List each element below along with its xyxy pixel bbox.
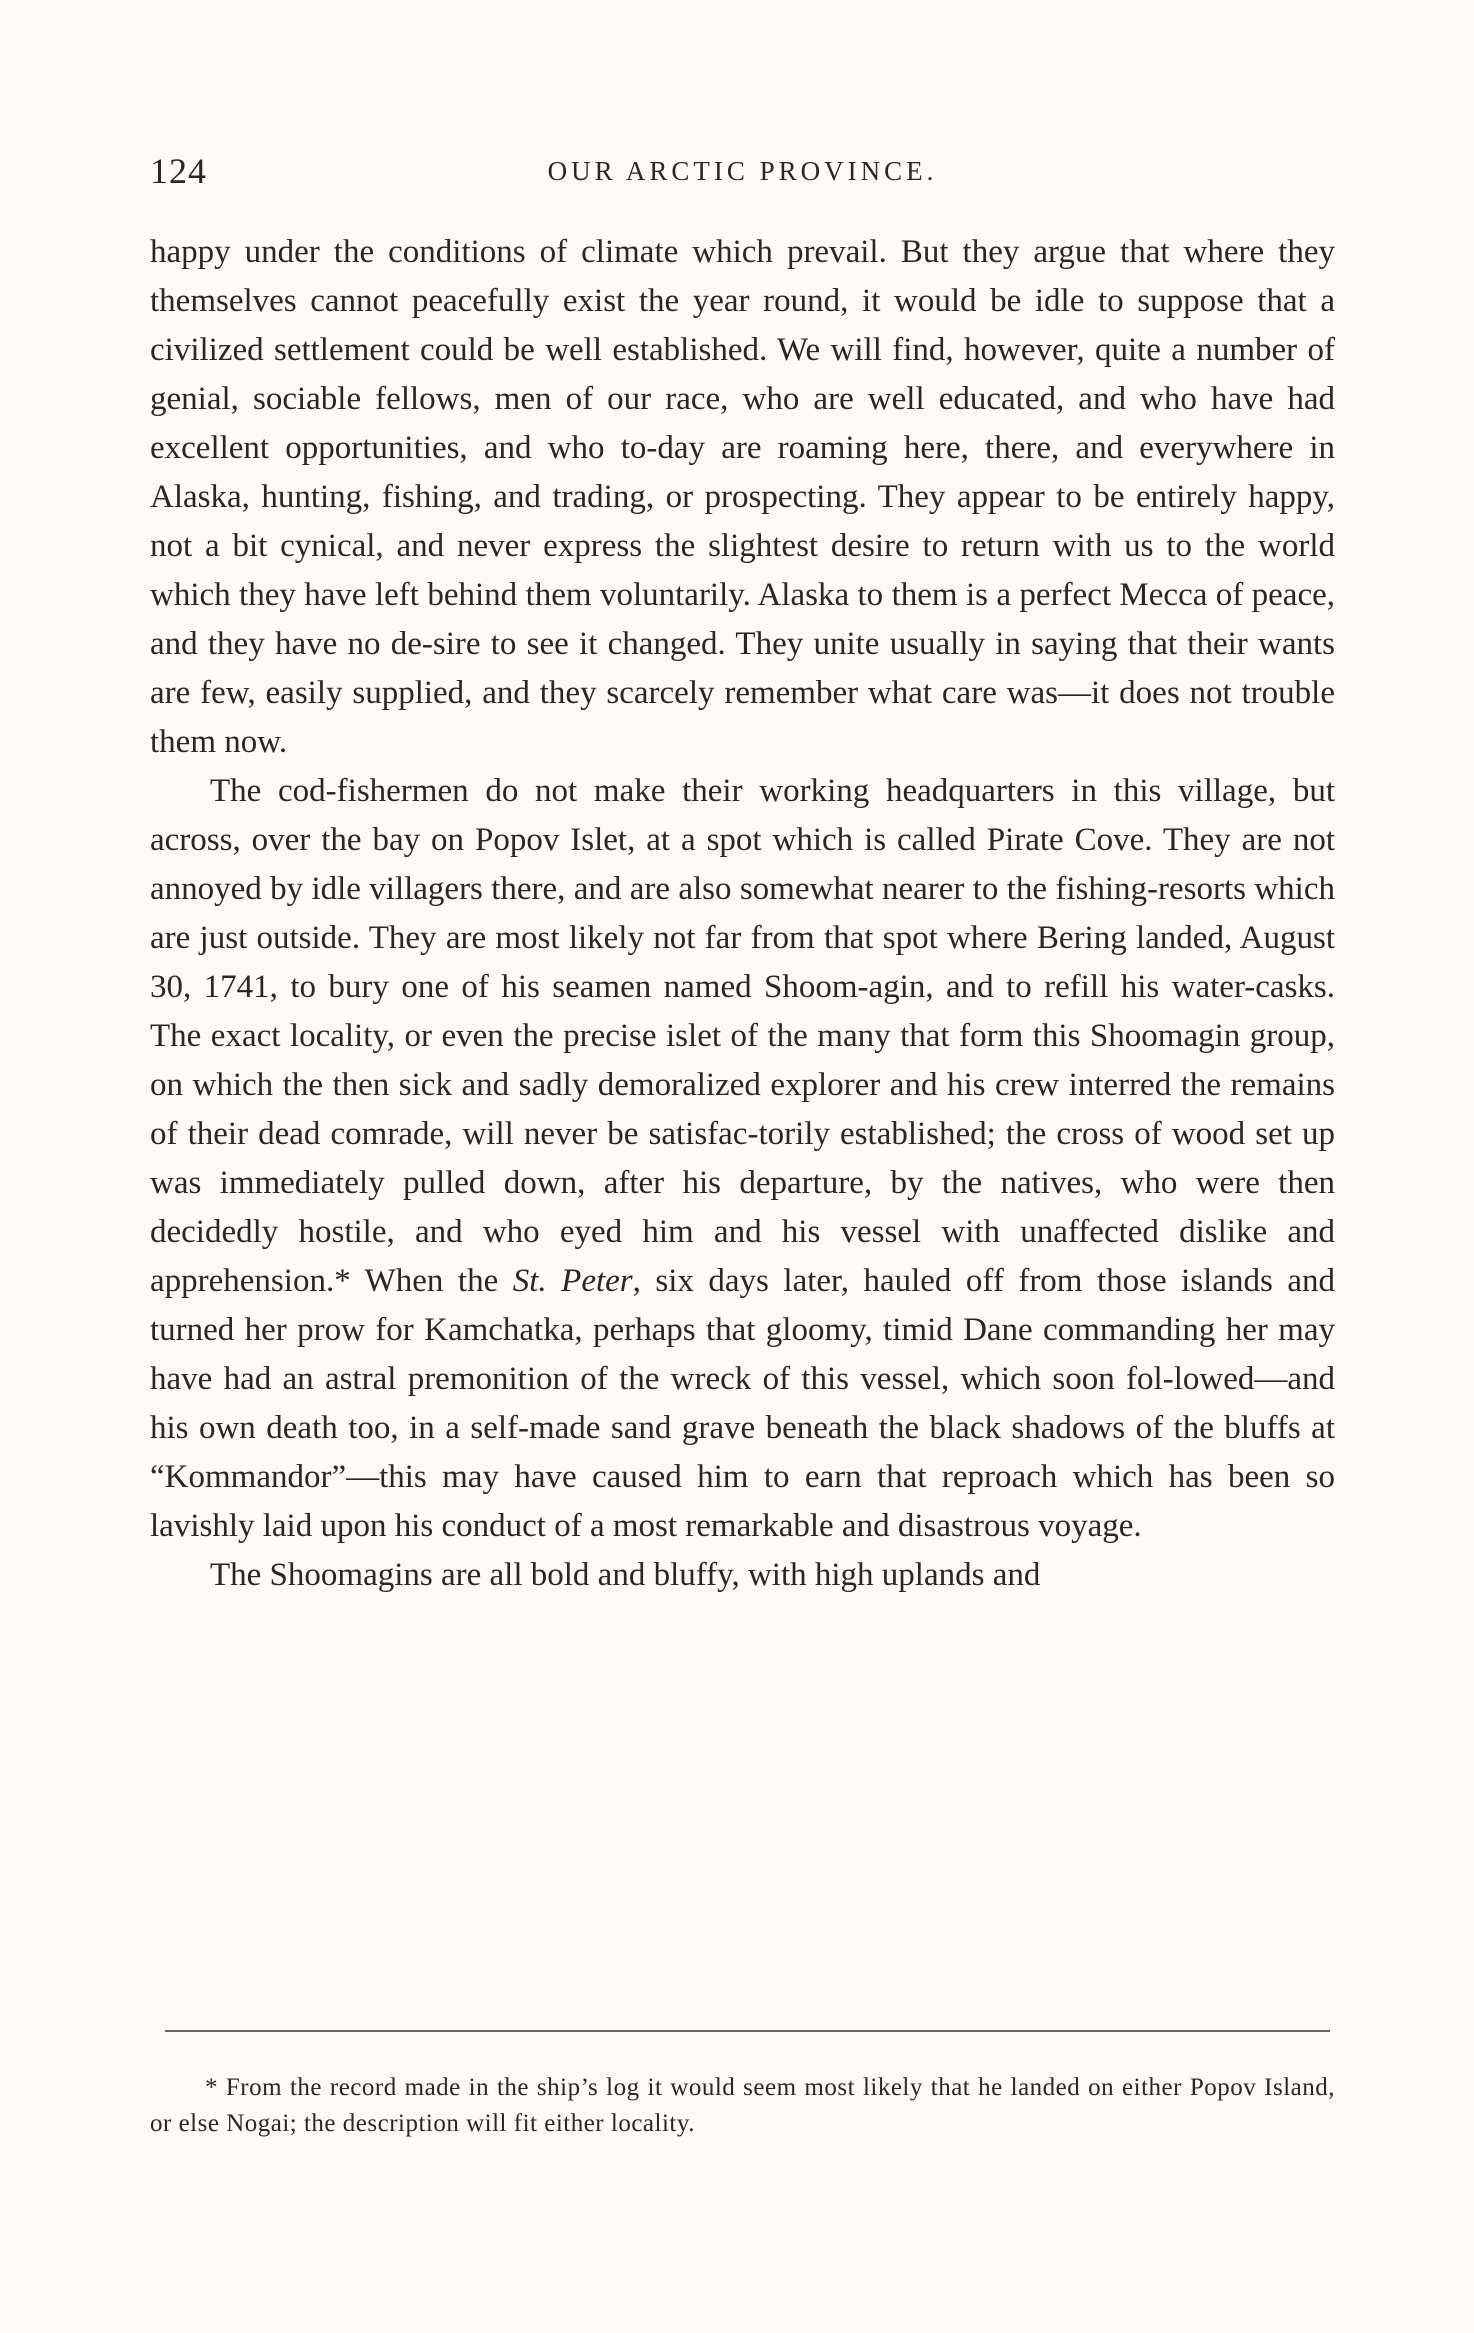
paragraph-1: happy under the conditions of climate which prevail. But they argue that where they themselves cannot peacefully exist the year round, it would be idle to suppose that a civilized settlement could be well established. We will find, however, quite a number of genial, sociable fellows, men of our race, who are well educated, and who have had excellent opportunities, and who to-day are roaming here, there, and everywhere in Alaska, hunting, fishing, and trading, or prospecting. They appear to be entirely happy, not a bit cynical, and never express the slightest desire to return with us to the world which they have left behind them voluntarily. Alaska to them is a perfect Mecca of peace, and they have no de-sire to see it changed. They unite usually in saying that their wants are few, easily supplied, and they scarcely remember what care was—it does not trouble them now. xyxy=(150,234,1335,760)
footnote-divider xyxy=(165,2030,1330,2032)
body-text xyxy=(150,228,1335,1600)
paragraph-2-text-end: , six days later, hauled off from those islands and turned her prow for Kamchatka, perhaps that gloomy, timid Dane commanding her may have had an astral premonition of the wreck of this vessel, which soon fol-lowed—and his own death too, in a self-made sand grave beneath the black shadows of the bluffs at “Kommandor”—this may have caused him to earn that reproach which has been so lavishly laid upon his conduct of a most remarkable and disastrous voyage. xyxy=(150,1263,1335,1544)
footnote: * From the record made in the ship’s log it would seem most likely that he landed on either Popov Island, or else Nogai; the description will fit either locality. xyxy=(150,2074,1335,2137)
paragraph-2-text-start: The cod-fishermen do not make their working headquarters in this village, but across, over the bay on Popov Islet, at a spot which is called Pirate Cove. They are not annoyed by idle villagers there, and are also somewhat nearer to the fishing-resorts which are just outside. They are most likely not far from that spot where Bering landed, August 30, 1741, to bury one of his seamen named Shoom-agin, and to refill his water-casks. The exact locality, or even the precise islet of the many that form this Shoomagin group, on which the then sick and sadly demoralized explorer and his crew interred the remains of their dead comrade, will never be satisfac-torily established; the cross of wood set up was immediately pulled down, after his departure, by the natives, who were then decidedly hostile, and who eyed him and his vessel with unaffected dislike and apprehension.* When the xyxy=(150,773,1335,1299)
ship-name-italic: St. Peter xyxy=(512,1263,633,1299)
page-number: 124 xyxy=(150,151,207,191)
running-title: OUR ARCTIC PROVINCE. xyxy=(547,156,938,186)
running-head xyxy=(150,150,1335,196)
paragraph-3: The Shoomagins are all bold and bluffy, with high uplands and xyxy=(210,1557,1041,1593)
paragraph-2 xyxy=(150,767,1335,1551)
